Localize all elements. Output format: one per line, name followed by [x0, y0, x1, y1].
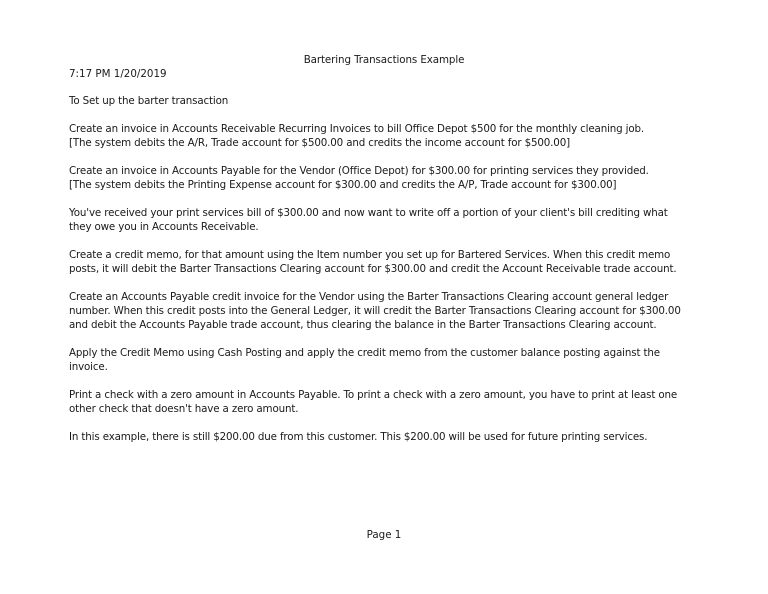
text-line: posts, it will debit the Barter Transactions Clearing account for $300.00 and credit the Account Receivable trade account. — [69, 263, 677, 275]
paragraph — [69, 206, 709, 234]
paragraph — [69, 164, 709, 192]
document-body — [69, 94, 709, 458]
paragraph — [69, 388, 709, 416]
text-line: and debit the Accounts Payable trade account, thus clearing the balance in the Barter Transactions Clearing account. — [69, 319, 657, 331]
text-line: Create an invoice in Accounts Receivable Recurring Invoices to bill Office Depot $500 for the monthly cleaning job. — [69, 123, 645, 135]
page-number: Page 1 — [366, 529, 402, 541]
text-line: Create a credit memo, for that amount using the Item number you set up for Bartered Services. When this credit memo — [69, 249, 671, 261]
text-line: To Set up the barter transaction — [69, 95, 229, 107]
text-line: Create an Accounts Payable credit invoice for the Vendor using the Barter Transactions Clearing account general ledger — [69, 291, 669, 303]
text-line: Print a check with a zero amount in Accounts Payable. To print a check with a zero amount, you have to print at least one — [69, 389, 678, 401]
text-line: Apply the Credit Memo using Cash Posting and apply the credit memo from the customer balance posting against the — [69, 347, 660, 359]
paragraph — [69, 290, 709, 332]
paragraph — [69, 248, 709, 276]
text-line: You've received your print services bill of $300.00 and now want to write off a portion of your client's bill crediting what — [69, 207, 668, 219]
paragraph — [69, 346, 709, 374]
text-line: other check that doesn't have a zero amount. — [69, 403, 299, 415]
text-line: invoice. — [69, 361, 108, 373]
paragraph — [69, 430, 709, 444]
text-line: Create an invoice in Accounts Payable for the Vendor (Office Depot) for $300.00 for printing services they provided. — [69, 165, 649, 177]
text-line: they owe you in Accounts Receivable. — [69, 221, 259, 233]
text-line: number. When this credit posts into the General Ledger, it will credit the Barter Transactions Clearing account for $300.00 — [69, 305, 681, 317]
print-timestamp: 7:17 PM 1/20/2019 — [69, 68, 167, 80]
document-title: Bartering Transactions Example — [303, 54, 465, 66]
text-line: In this example, there is still $200.00 due from this customer. This $200.00 will be used for future printing services. — [69, 431, 648, 443]
text-line: [The system debits the A/R, Trade account for $500.00 and credits the income account for $500.00] — [69, 137, 570, 149]
paragraph — [69, 122, 709, 150]
text-line: [The system debits the Printing Expense account for $300.00 and credits the A/P, Trade account for $300.00] — [69, 179, 617, 191]
paragraph — [69, 94, 709, 108]
